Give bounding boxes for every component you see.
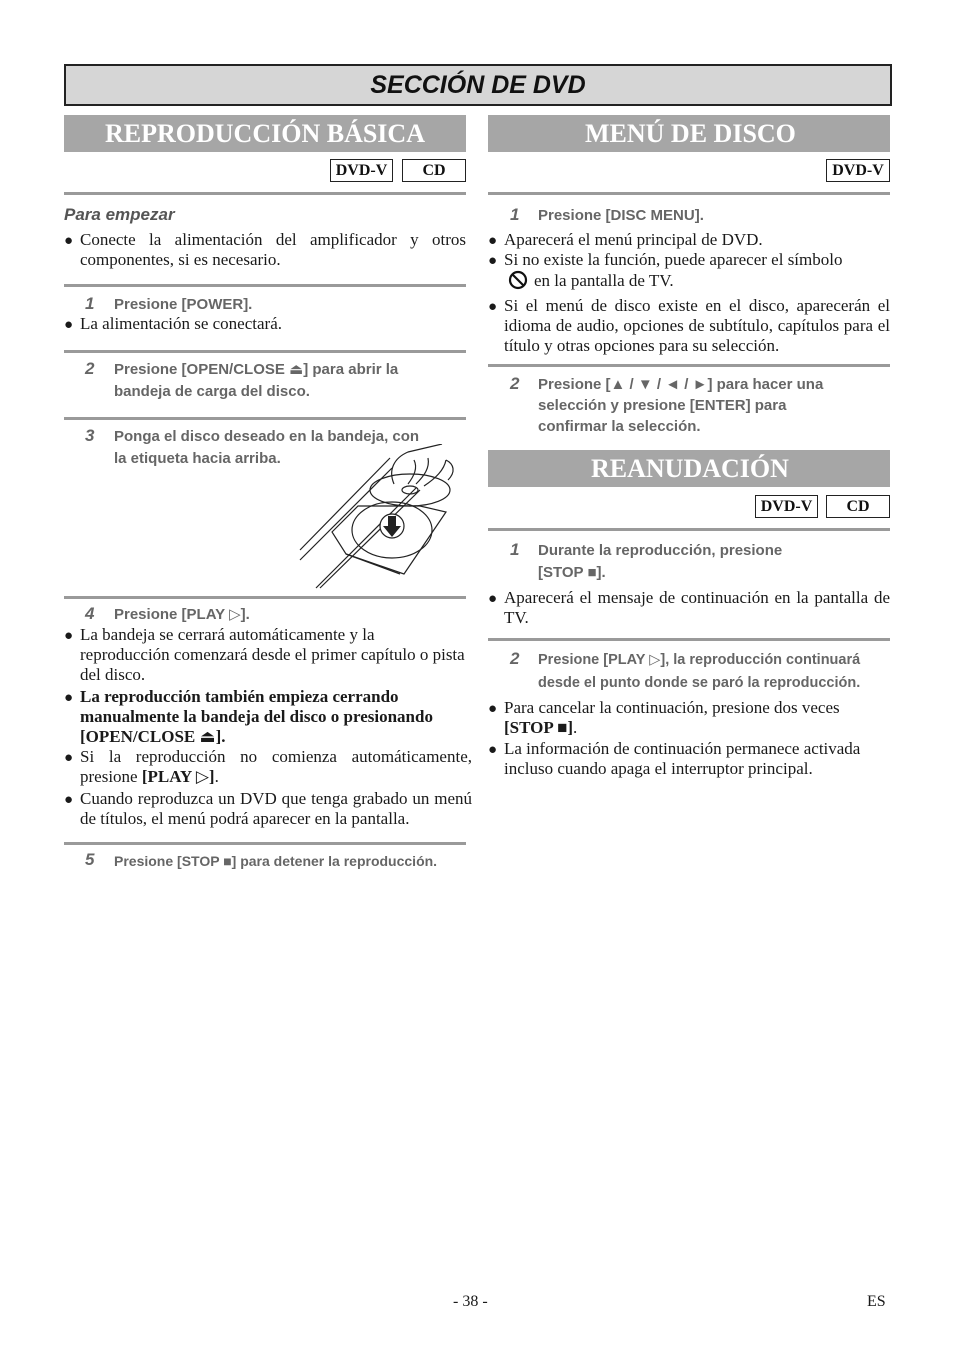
bullet: ● bbox=[488, 591, 498, 607]
step-5-text: Presione [STOP ■] para detener la reproducción. bbox=[114, 853, 438, 869]
play-icon: ▷ bbox=[649, 652, 661, 668]
bullet: ● bbox=[64, 750, 74, 766]
divider bbox=[64, 350, 466, 353]
resume-bullet-3: La información de continuación permanece activada incluso cuando apaga el interruptor principal. bbox=[504, 739, 861, 778]
bullet: ● bbox=[488, 233, 498, 249]
divider bbox=[64, 596, 466, 599]
step-1-text: Presione [POWER]. bbox=[114, 296, 253, 313]
step-4-text: Presione [PLAY ▷]. bbox=[114, 606, 250, 623]
step-number: 2 bbox=[510, 374, 520, 393]
step-number: 5 bbox=[85, 850, 95, 869]
basic-playback-header bbox=[64, 115, 466, 152]
divider bbox=[488, 528, 890, 531]
divider bbox=[488, 192, 890, 195]
disc-menu-header bbox=[488, 115, 890, 152]
step-number: 2 bbox=[510, 649, 520, 668]
badge-cd: CD bbox=[402, 159, 466, 182]
section-banner bbox=[64, 64, 892, 106]
bullet: ● bbox=[488, 299, 498, 315]
bullet: ● bbox=[64, 628, 74, 644]
eject-icon: ⏏ bbox=[199, 727, 216, 746]
badge-dvd-v: DVD-V bbox=[755, 495, 818, 518]
badge-dvd-v: DVD-V bbox=[826, 159, 890, 182]
bullet: ● bbox=[64, 690, 74, 706]
step-3-text: Ponga el disco deseado en la bandeja, con la etiqueta hacia arriba. bbox=[114, 428, 420, 467]
menu-bullet-2: Si no existe la función, puede aparecer el símbolo en la pantalla de TV. bbox=[504, 250, 843, 290]
disc-menu-title: MENÚ DE DISCO bbox=[585, 119, 796, 148]
menu-step-2-text: Presione [▲ / ▼ / ◄ / ►] para hacer una selección y presione [ENTER] para confirmar la selección. bbox=[538, 376, 824, 435]
step-2-text: Presione [OPEN/CLOSE ⏏] para abrir la bandeja de carga del disco. bbox=[114, 361, 399, 400]
divider bbox=[488, 364, 890, 367]
divider bbox=[64, 192, 466, 195]
basic-playback-title: REPRODUCCIÓN BÁSICA bbox=[105, 119, 425, 148]
step-4-bullet-2: La reproducción también empieza cerrando manualmente la bandeja del disco o presionando [OPEN/CLOSE ⏏]. bbox=[80, 687, 433, 746]
badge-cd: CD bbox=[826, 495, 890, 518]
resume-step-1-text: Durante la reproducción, presione [STOP ■]. bbox=[538, 542, 783, 581]
menu-bullet-1: Aparecerá el menú principal de DVD. bbox=[504, 230, 763, 249]
divider bbox=[64, 842, 466, 845]
stop-icon: ■ bbox=[557, 718, 568, 737]
arrow-keys-icon: ▲ / ▼ / ◄ / ► bbox=[610, 376, 708, 393]
stop-icon: ■ bbox=[587, 564, 597, 581]
menu-bullet-3: Si el menú de disco existe en el disco, aparecerán el idioma de audio, opciones de subtítulo, capítulos para el título y otras opciones para su selección. bbox=[504, 296, 890, 355]
language-code: ES bbox=[867, 1293, 886, 1310]
eject-icon: ⏏ bbox=[289, 361, 304, 378]
menu-step-1-text: Presione [DISC MENU]. bbox=[538, 207, 704, 224]
play-icon: ▷ bbox=[229, 606, 241, 623]
prohibit-icon bbox=[508, 270, 528, 290]
play-icon: ▷ bbox=[195, 767, 209, 786]
bullet: ● bbox=[488, 253, 498, 269]
bullet: ● bbox=[488, 701, 498, 717]
resume-title: REANUDACIÓN bbox=[591, 454, 789, 483]
step-number: 1 bbox=[85, 294, 95, 313]
bullet: ● bbox=[64, 792, 74, 808]
step-number: 2 bbox=[85, 359, 95, 378]
step-number: 1 bbox=[510, 540, 520, 559]
page-number: - 38 - bbox=[453, 1293, 488, 1310]
step-4-bullet-1: La bandeja se cerrará automáticamente y la reproducción comenzará desde el primer capítulo o pista del disco. bbox=[80, 625, 465, 684]
resume-step-2-text: Presione [PLAY ▷], la reproducción continuará desde el punto donde se paró la reproducción. bbox=[538, 652, 861, 691]
step-number: 1 bbox=[510, 205, 520, 224]
subheading-getting-started: Para empezar bbox=[64, 205, 175, 224]
step-1-bullet: La alimentación se conectará. bbox=[80, 314, 282, 333]
resume-bullet-2: Para cancelar la continuación, presione dos veces [STOP ■]. bbox=[504, 698, 840, 737]
resume-bullet-1: Aparecerá el mensaje de continuación en la pantalla de TV. bbox=[504, 588, 890, 627]
section-banner-title: SECCIÓN DE DVD bbox=[370, 70, 586, 99]
stop-icon: ■ bbox=[223, 853, 232, 869]
intro-text: Conecte la alimentación del amplificador y otros componentes, si es necesario. bbox=[80, 230, 466, 269]
disc-tray-illustration bbox=[296, 444, 468, 590]
divider bbox=[488, 638, 890, 641]
bullet: ● bbox=[64, 233, 74, 249]
bullet: ● bbox=[488, 742, 498, 758]
resume-header bbox=[488, 450, 890, 487]
badge-dvd-v: DVD-V bbox=[330, 159, 393, 182]
step-number: 3 bbox=[85, 426, 95, 445]
step-4-bullet-4: Cuando reproduzca un DVD que tenga grabado un menú de títulos, el menú podrá aparecer en la pantalla. bbox=[80, 789, 472, 828]
divider bbox=[64, 417, 466, 420]
step-4-bullet-3: Si la reproducción no comienza automáticamente, presione [PLAY ▷]. bbox=[80, 747, 472, 786]
divider bbox=[64, 284, 466, 287]
bullet: ● bbox=[64, 317, 74, 333]
step-number: 4 bbox=[85, 604, 95, 623]
